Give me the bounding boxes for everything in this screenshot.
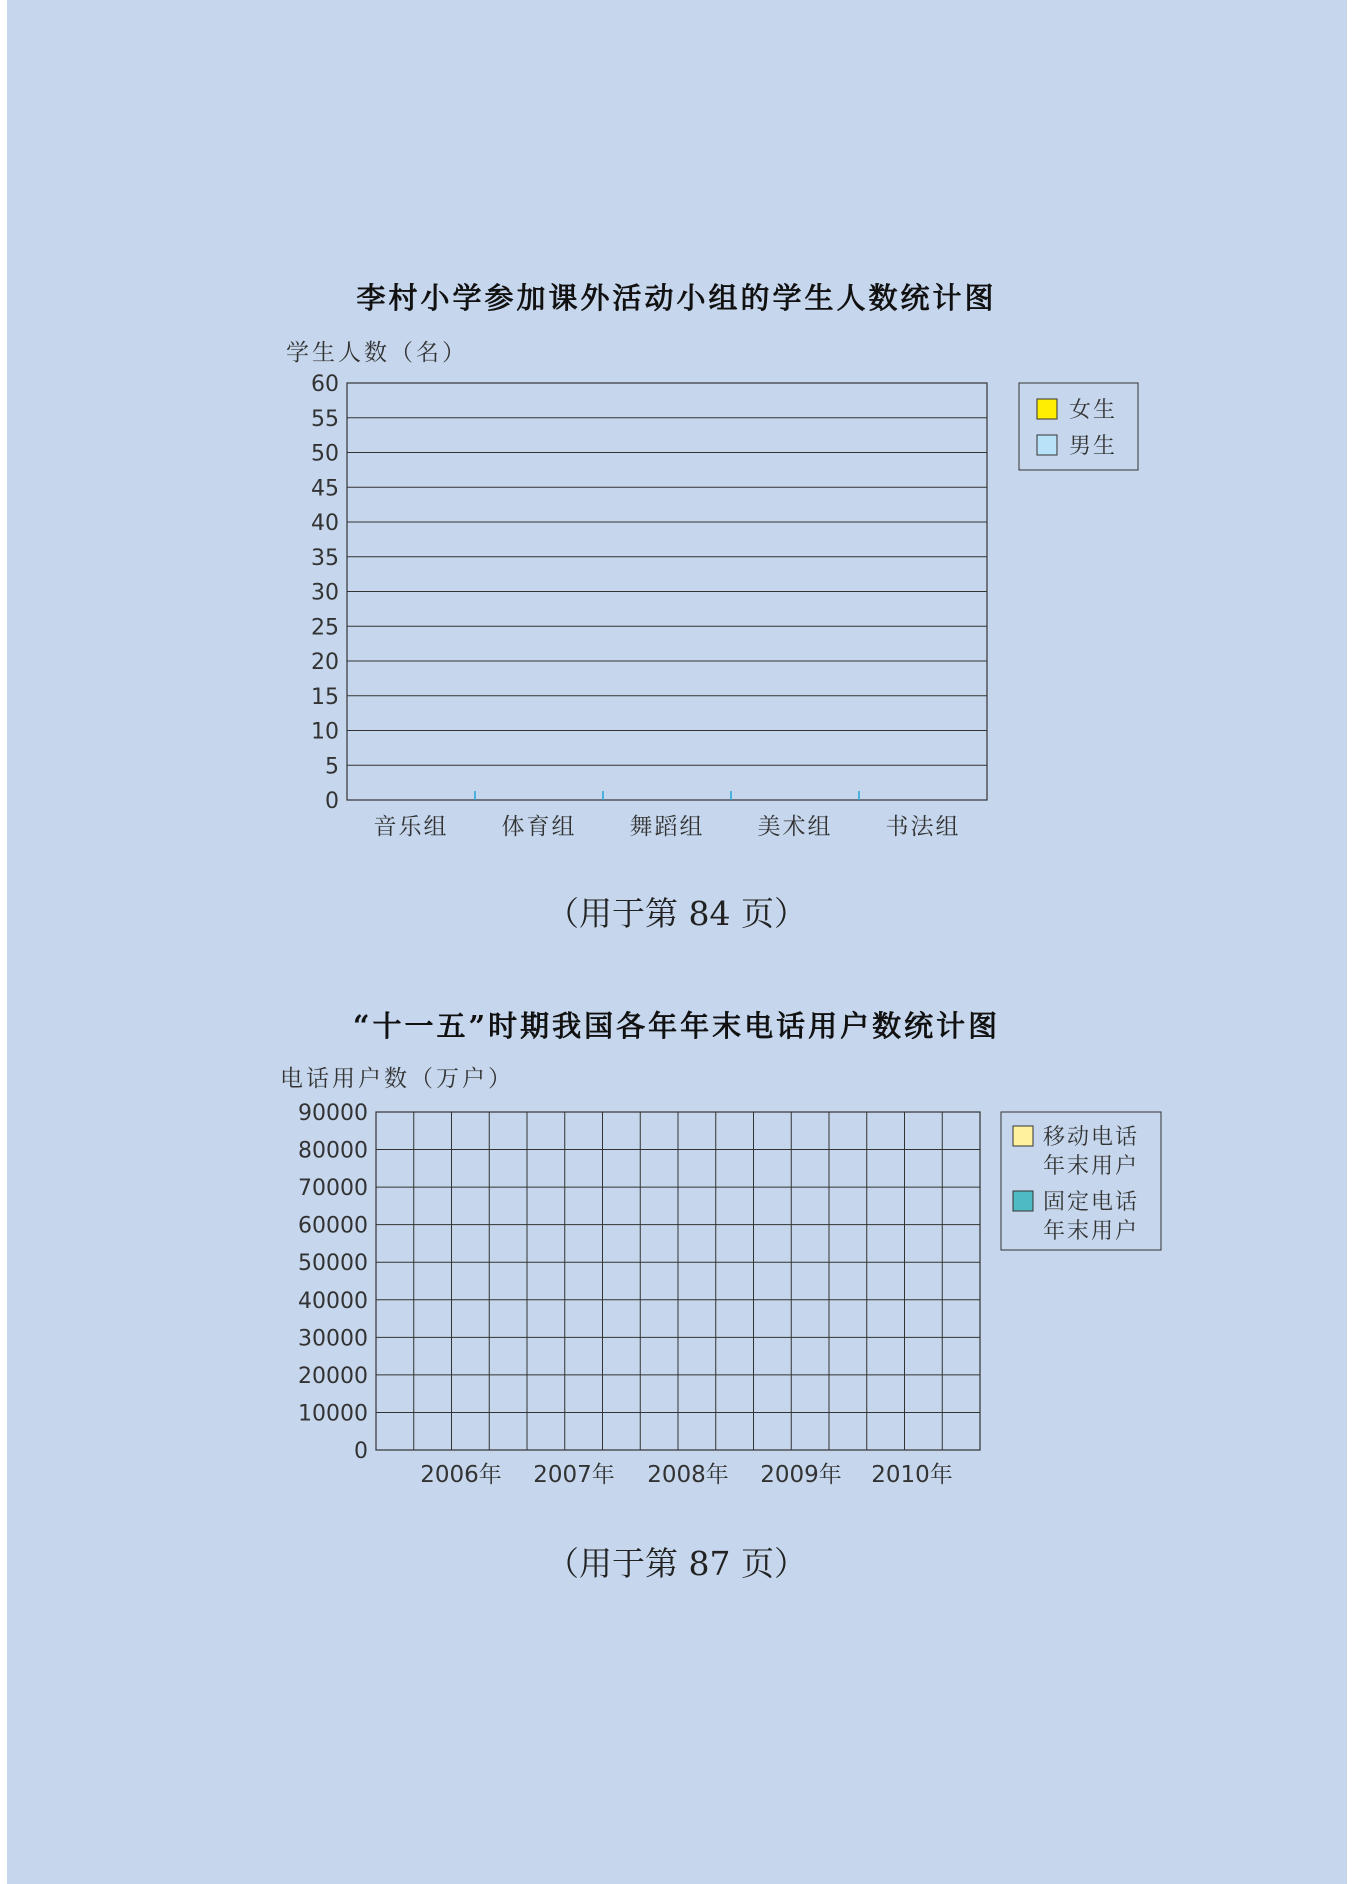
- chart2-x-category-label: 2010年: [871, 1462, 953, 1488]
- chart1-y-tick-label: 45: [311, 476, 339, 502]
- chart2-y-tick-label: 0: [354, 1439, 368, 1464]
- chart1-y-tick-label: 30: [311, 580, 339, 606]
- chart1-y-tick-label: 15: [311, 684, 339, 710]
- chart2-x-category-label: 2006年: [420, 1462, 502, 1488]
- chart1-y-tick-label: 50: [311, 441, 339, 467]
- chart1-y-tick-label: 55: [311, 406, 339, 432]
- chart1-legend-swatch: [1037, 435, 1057, 455]
- chart2-y-tick-label: 40000: [298, 1288, 368, 1314]
- chart2-legend-swatch: [1013, 1191, 1033, 1211]
- caption-page-84: （用于第 84 页）: [546, 894, 807, 933]
- chart2-y-tick-label: 30000: [298, 1326, 368, 1352]
- chart1-title: 李村小学参加课外活动小组的学生人数统计图: [356, 281, 997, 315]
- chart1-x-category-label: 舞蹈组: [629, 814, 705, 840]
- chart2-x-category-label: 2007年: [533, 1462, 615, 1488]
- chart2-y-tick-label: 80000: [298, 1138, 368, 1164]
- chart2-y-tick-label: 90000: [298, 1101, 368, 1126]
- chart1-y-tick-label: 40: [311, 511, 339, 536]
- chart1-x-category-label: 书法组: [885, 814, 961, 840]
- chart1-y-tick-label: 20: [311, 650, 339, 675]
- chart1-y-tick-label: 0: [325, 789, 339, 814]
- caption-page-87: （用于第 87 页）: [546, 1544, 807, 1583]
- chart2-legend-swatch: [1013, 1126, 1033, 1146]
- chart2-y-axis-label: 电话用户数（万户）: [280, 1066, 514, 1092]
- chart2-legend-label: 年末用户: [1043, 1219, 1140, 1244]
- chart2-y-tick-label: 70000: [298, 1176, 368, 1202]
- chart2-legend-label: 移动电话: [1043, 1125, 1140, 1150]
- chart2-legend-label: 固定电话: [1043, 1190, 1140, 1215]
- chart1-y-tick-label: 10: [311, 719, 339, 745]
- chart1-x-category-label: 体育组: [501, 814, 577, 840]
- chart1-y-tick-label: 60: [311, 372, 339, 397]
- chart1-y-tick-label: 5: [325, 754, 339, 780]
- chart1-x-category-label: 美术组: [757, 814, 833, 840]
- chart2-y-tick-label: 10000: [298, 1401, 368, 1427]
- chart1-legend-label: 女生: [1069, 398, 1118, 423]
- chart2-y-tick-label: 20000: [298, 1363, 368, 1389]
- chart1-legend-label: 男生: [1069, 434, 1118, 459]
- chart2-y-tick-label: 50000: [298, 1251, 368, 1277]
- chart2-x-category-label: 2008年: [647, 1462, 729, 1488]
- chart2-x-category-label: 2009年: [760, 1462, 842, 1488]
- chart1-x-category-label: 音乐组: [373, 814, 449, 840]
- chart1-y-tick-label: 25: [311, 615, 339, 641]
- chart1-y-tick-label: 35: [311, 545, 339, 571]
- chart2-y-tick-label: 60000: [298, 1213, 368, 1239]
- chart1-y-axis-label: 学生人数（名）: [286, 340, 468, 366]
- chart2-title: “十一五”时期我国各年年末电话用户数统计图: [352, 1009, 1001, 1043]
- chart1-legend-swatch: [1037, 399, 1057, 419]
- chart2-legend-label: 年末用户: [1043, 1154, 1140, 1179]
